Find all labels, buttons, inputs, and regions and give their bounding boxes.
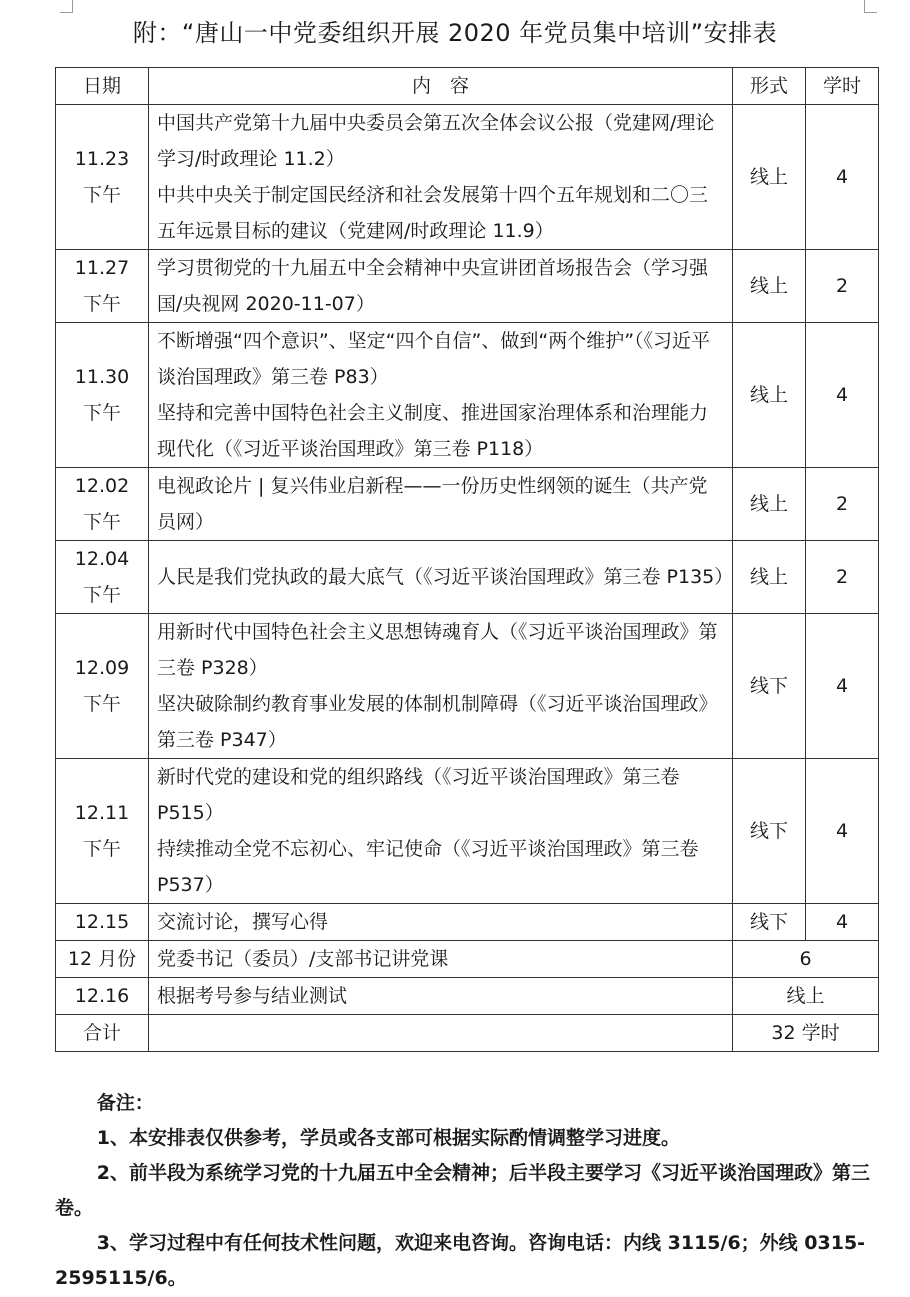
content-item: 用新时代中国特色社会主义思想铸魂育人（《习近平谈治国理政》第三卷 P328）: [157, 621, 718, 679]
table-row: [56, 250, 879, 323]
date-text: 12.15: [74, 911, 130, 933]
date-text: 11.30: [74, 366, 130, 388]
date-text: 12.04: [74, 548, 130, 570]
notes-section: [55, 1086, 878, 1296]
table-row: [56, 904, 879, 941]
content-cell: [149, 1015, 733, 1052]
table-row: [56, 541, 879, 614]
content-item: 不断增强“四个意识”、坚定“四个自信”、做到“两个维护”（《习近平谈治国理政》第三卷 P83）: [157, 330, 711, 388]
time-of-day-text: 下午: [82, 511, 121, 533]
hours-cell: 4: [806, 105, 879, 250]
notes-heading: 备注：: [96, 1092, 154, 1114]
form-cell: 线上: [733, 978, 879, 1015]
form-cell: 线下: [733, 759, 806, 904]
content-item: 中国共产党第十九届中央委员会第五次全体会议公报（党建网/理论学习/时政理论 11.2）: [157, 112, 715, 170]
date-cell: 12 月份: [56, 941, 149, 978]
schedule-table: [55, 67, 879, 1052]
date-cell: [56, 105, 149, 250]
hours-cell: 2: [806, 250, 879, 323]
content-cell: [149, 105, 733, 250]
time-of-day-text: 下午: [82, 584, 121, 606]
hours-cell: 2: [806, 468, 879, 541]
table-row-total: [56, 1015, 879, 1052]
form-cell: 线上: [733, 105, 806, 250]
content-cell: [149, 904, 733, 941]
table-header-row: [56, 68, 879, 105]
time-of-day-text: 下午: [82, 184, 121, 206]
hours-cell: 4: [806, 614, 879, 759]
content-cell: 根据考号参与结业测试: [149, 978, 733, 1015]
form-cell: 线上: [733, 541, 806, 614]
hours-cell: 4: [806, 904, 879, 941]
form-cell: 线下: [733, 614, 806, 759]
date-cell: [56, 250, 149, 323]
content-cell: [149, 468, 733, 541]
form-cell: 线上: [733, 468, 806, 541]
content-item: 坚决破除制约教育事业发展的体制机制障碍（《习近平谈治国理政》第三卷 P347）: [157, 693, 718, 751]
table-row: [56, 759, 879, 904]
date-cell: [56, 759, 149, 904]
form-cell: 线下: [733, 904, 806, 941]
header-hours: 学时: [806, 68, 879, 105]
content-item: 新时代党的建设和党的组织路线（《习近平谈治国理政》第三卷 P515）: [157, 766, 680, 824]
crop-mark-right: [864, 0, 877, 13]
content-cell: [149, 250, 733, 323]
total-hours-cell: 32 学时: [733, 1015, 879, 1052]
note-item: 3、学习过程中有任何技术性问题，欢迎来电咨询。咨询电话：内线 3115/6；外线 0315-2595115/6。: [55, 1232, 866, 1289]
header-form: 形式: [733, 68, 806, 105]
time-of-day-text: 下午: [82, 293, 121, 315]
content-item: 中共中央关于制定国民经济和社会发展第十四个五年规划和二〇三五年远景目标的建议（党建网/时政理论 11.9）: [157, 184, 709, 242]
date-text: 11.23: [74, 148, 130, 170]
time-of-day-text: 下午: [82, 402, 121, 424]
content-item: 人民是我们党执政的最大底气（《习近平谈治国理政》第三卷 P135）: [157, 566, 734, 588]
schedule-body: [56, 105, 879, 941]
table-row-december: [56, 941, 879, 978]
form-cell: 线上: [733, 323, 806, 468]
form-cell: 线上: [733, 250, 806, 323]
crop-mark-left: [60, 0, 73, 13]
table-row: [56, 468, 879, 541]
hours-cell: 4: [806, 759, 879, 904]
document-title: 附：“唐山一中党委组织开展 2020 年党员集中培训”安排表: [132, 19, 778, 47]
content-item: 交流讨论，撰写心得: [157, 911, 329, 933]
date-cell: 12.16: [56, 978, 149, 1015]
note-item: 1、本安排表仅供参考，学员或各支部可根据实际酌情调整学习进度。: [96, 1127, 681, 1149]
hours-cell: 2: [806, 541, 879, 614]
date-text: 12.09: [74, 657, 130, 679]
table-row: [56, 105, 879, 250]
date-cell: [56, 904, 149, 941]
content-cell: [149, 614, 733, 759]
note-item: 2、前半段为系统学习党的十九届五中全会精神；后半段主要学习《习近平谈治国理政》第三卷。: [55, 1162, 871, 1219]
content-cell: [149, 759, 733, 904]
date-cell: [56, 323, 149, 468]
table-row-test: [56, 978, 879, 1015]
content-item: 持续推动全党不忘初心、牢记使命（《习近平谈治国理政》第三卷 P537）: [157, 838, 699, 896]
content-item: 坚持和完善中国特色社会主义制度、推进国家治理体系和治理能力现代化（《习近平谈治国理政》第三卷 P118）: [157, 402, 709, 460]
summary-body: [56, 941, 879, 1052]
date-cell: [56, 468, 149, 541]
header-date: 日期: [56, 68, 149, 105]
hours-cell: 6: [733, 941, 879, 978]
total-label-cell: 合计: [56, 1015, 149, 1052]
content-cell: [149, 541, 733, 614]
header-content: 内 容: [149, 68, 733, 105]
time-of-day-text: 下午: [82, 838, 121, 860]
table-row: [56, 323, 879, 468]
date-text: 12.11: [74, 802, 130, 824]
content-item: 学习贯彻党的十九届五中全会精神中央宣讲团首场报告会（学习强国/央视网 2020-11-07）: [157, 257, 709, 315]
hours-cell: 4: [806, 323, 879, 468]
content-item: 电视政论片 | 复兴伟业启新程——一份历史性纲领的诞生（共产党员网）: [157, 475, 708, 533]
content-cell: 党委书记（委员）/支部书记讲党课: [149, 941, 733, 978]
date-text: 12.02: [74, 475, 130, 497]
date-cell: [56, 541, 149, 614]
date-text: 11.27: [74, 257, 130, 279]
content-cell: [149, 323, 733, 468]
time-of-day-text: 下午: [82, 693, 121, 715]
table-row: [56, 614, 879, 759]
date-cell: [56, 614, 149, 759]
